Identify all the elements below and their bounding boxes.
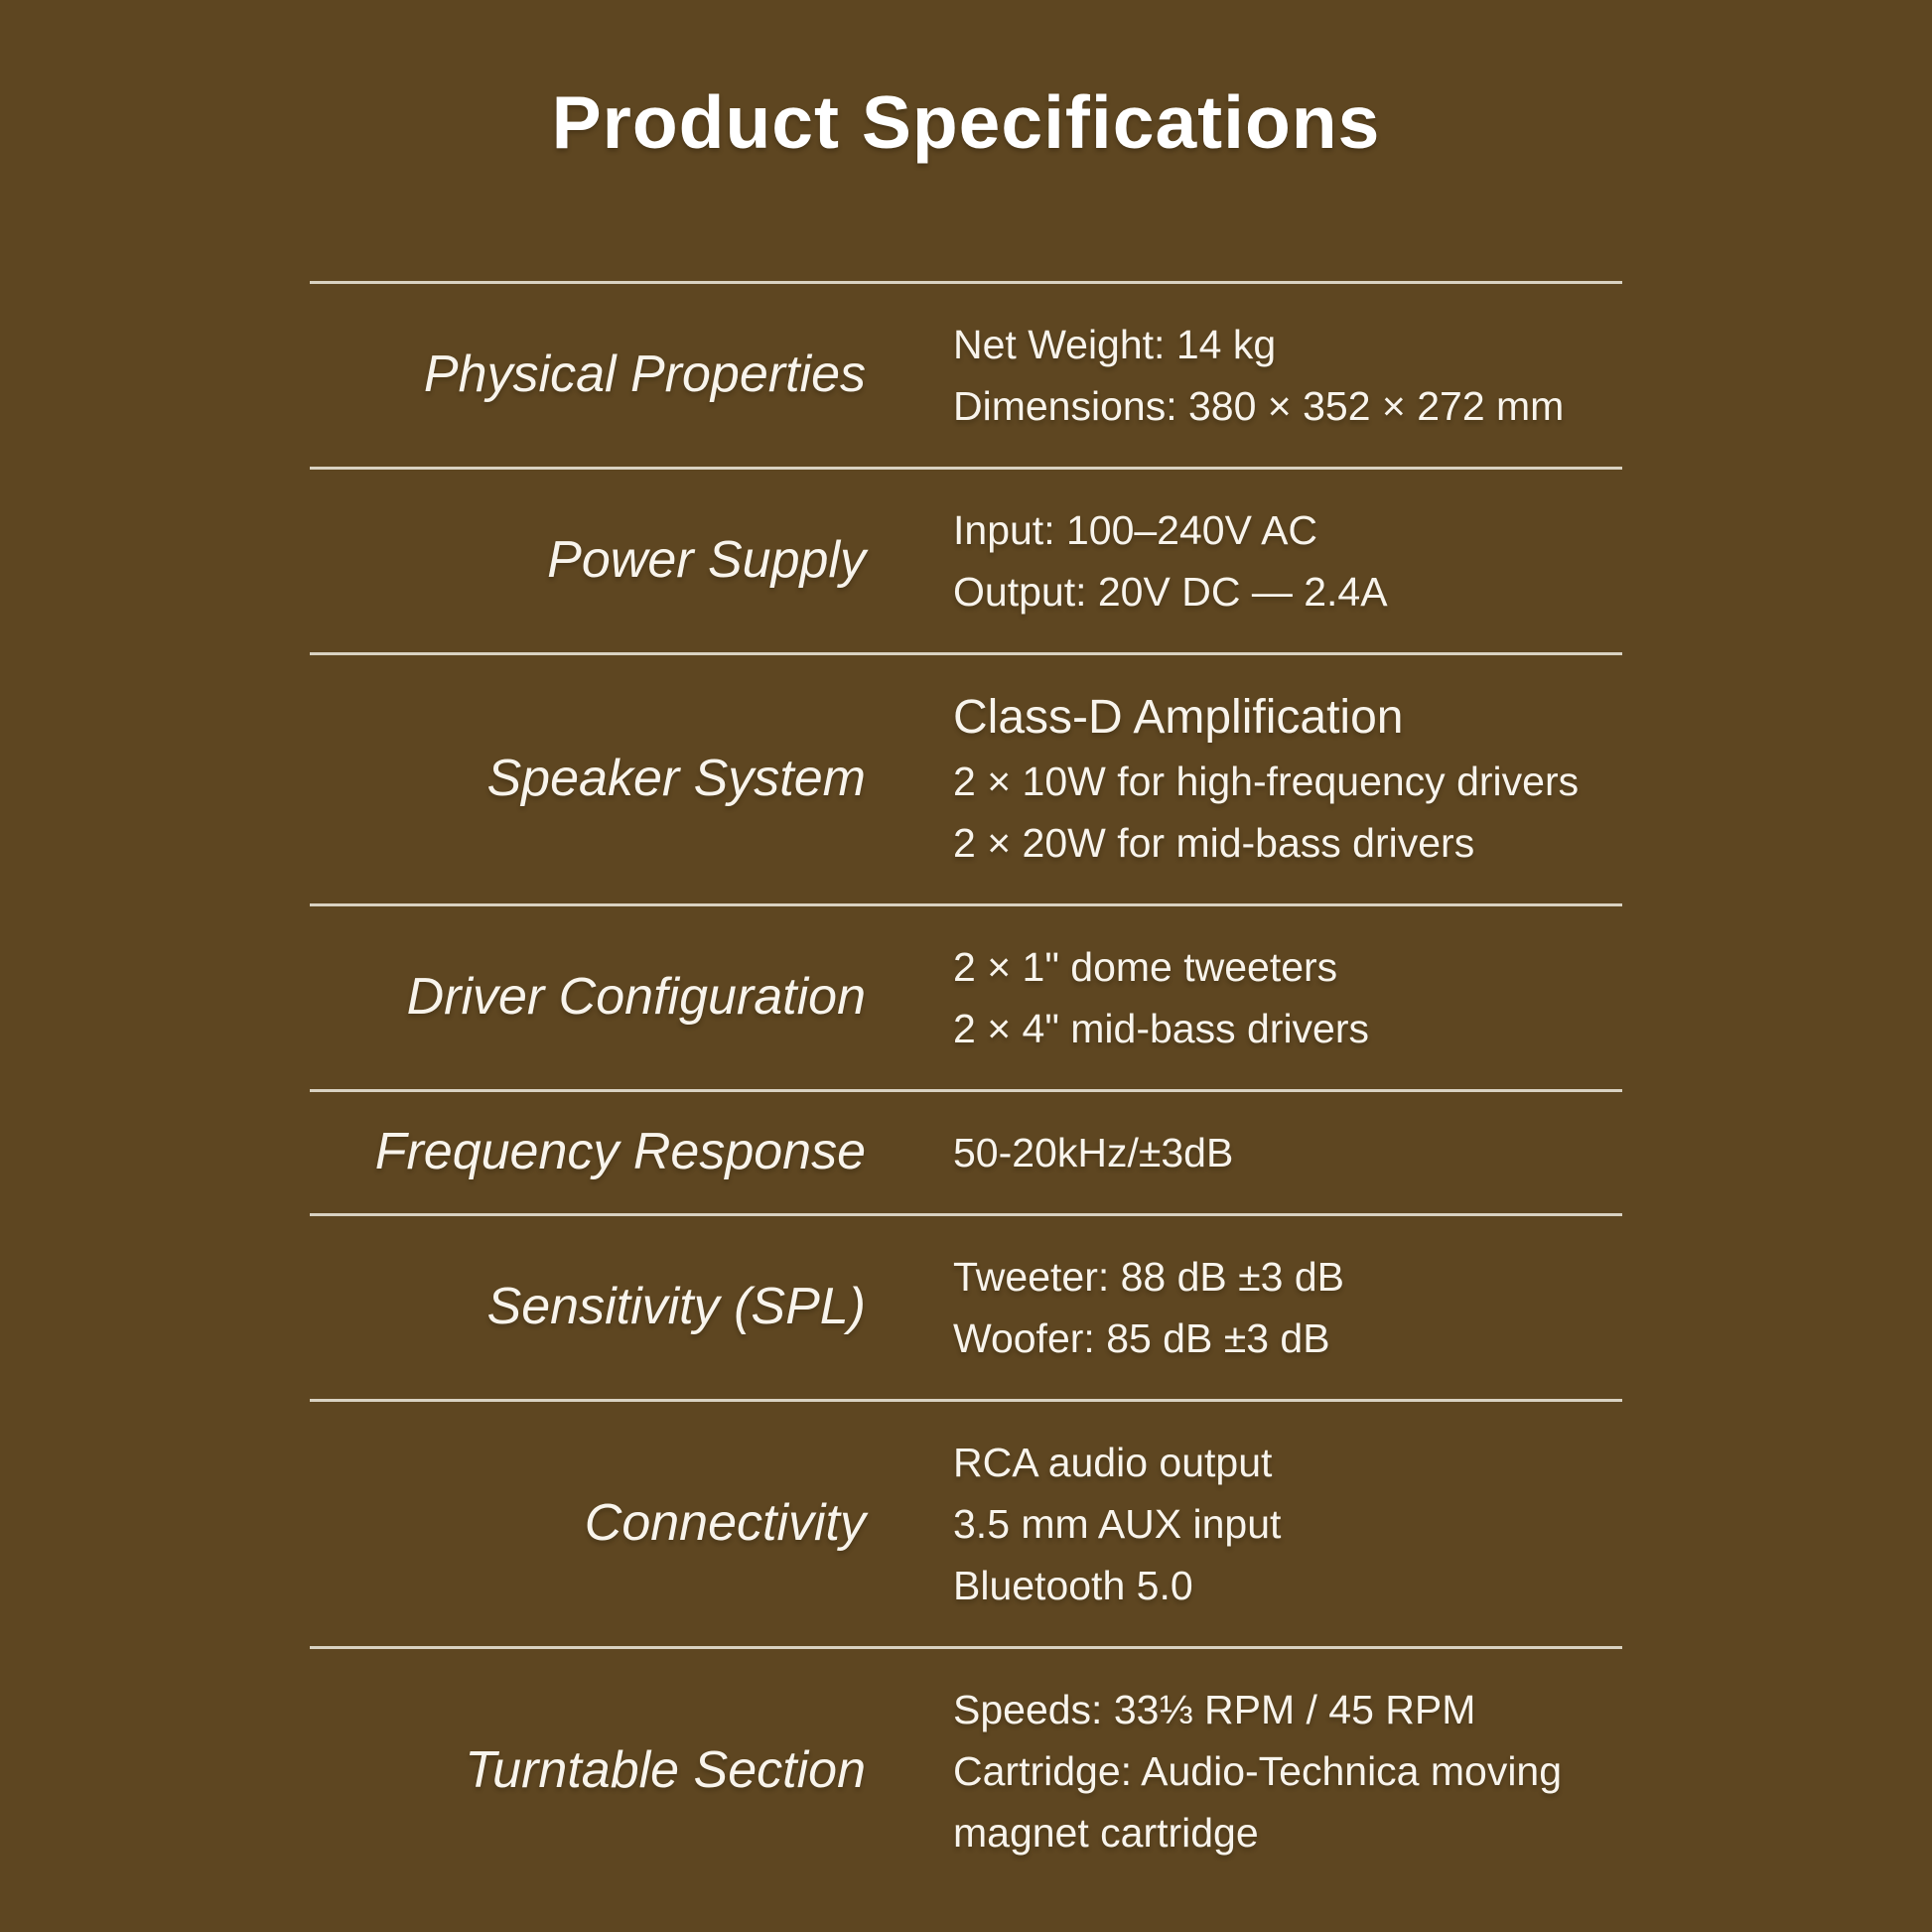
spec-row xyxy=(310,1089,1622,1213)
spec-value xyxy=(866,685,1622,874)
spec-row xyxy=(310,652,1622,903)
spec-value-line: Input: 100–240V AC xyxy=(953,507,1318,553)
spec-value-line: Net Weight: 14 kg xyxy=(953,322,1277,367)
spec-value-line: Output: 20V DC — 2.4A xyxy=(953,569,1388,615)
spec-value-line: Class-D Amplification xyxy=(953,691,1404,744)
spec-value-line: 3.5 mm AUX input xyxy=(953,1501,1282,1547)
spec-value xyxy=(866,1122,1622,1183)
spec-value xyxy=(866,1679,1622,1863)
spec-value xyxy=(866,1246,1622,1369)
spec-table xyxy=(310,281,1622,1893)
spec-value-line: 50-20kHz/±3dB xyxy=(953,1130,1234,1175)
spec-label: Sensitivity (SPL) xyxy=(486,1278,866,1336)
spec-label: Driver Configuration xyxy=(406,968,866,1027)
spec-row xyxy=(310,281,1622,467)
spec-label: Connectivity xyxy=(584,1494,866,1553)
spec-label: Physical Properties xyxy=(423,345,866,404)
spec-row xyxy=(310,1646,1622,1893)
spec-label: Turntable Section xyxy=(465,1741,866,1800)
spec-label: Frequency Response xyxy=(374,1123,866,1181)
spec-label: Speaker System xyxy=(486,750,866,808)
spec-value xyxy=(866,499,1622,622)
spec-value xyxy=(866,936,1622,1059)
spec-value xyxy=(866,314,1622,437)
spec-value-line: 2 × 4" mid-bass drivers xyxy=(953,1006,1370,1051)
spec-value-line: 2 × 10W for high-frequency drivers xyxy=(953,759,1580,804)
spec-value-line: Woofer: 85 dB ±3 dB xyxy=(953,1315,1330,1361)
spec-value-line: Speeds: 33⅓ RPM / 45 RPM xyxy=(953,1687,1476,1732)
spec-value-line: RCA audio output xyxy=(953,1440,1273,1485)
spec-value-line: Cartridge: Audio-Technica moving magnet cartridge xyxy=(953,1748,1563,1856)
spec-row xyxy=(310,1213,1622,1399)
spec-value-line: Dimensions: 380 × 352 × 272 mm xyxy=(953,383,1565,429)
spec-row xyxy=(310,903,1622,1089)
spec-value-line: Tweeter: 88 dB ±3 dB xyxy=(953,1254,1345,1300)
spec-value xyxy=(866,1432,1622,1616)
spec-row xyxy=(310,1399,1622,1646)
page-title: Product Specifications xyxy=(551,80,1381,164)
spec-value-line: Bluetooth 5.0 xyxy=(953,1563,1193,1608)
spec-label: Power Supply xyxy=(547,531,866,590)
spec-row xyxy=(310,467,1622,652)
spec-value-line: 2 × 1" dome tweeters xyxy=(953,944,1338,990)
spec-value-line: 2 × 20W for mid-bass drivers xyxy=(953,820,1475,866)
